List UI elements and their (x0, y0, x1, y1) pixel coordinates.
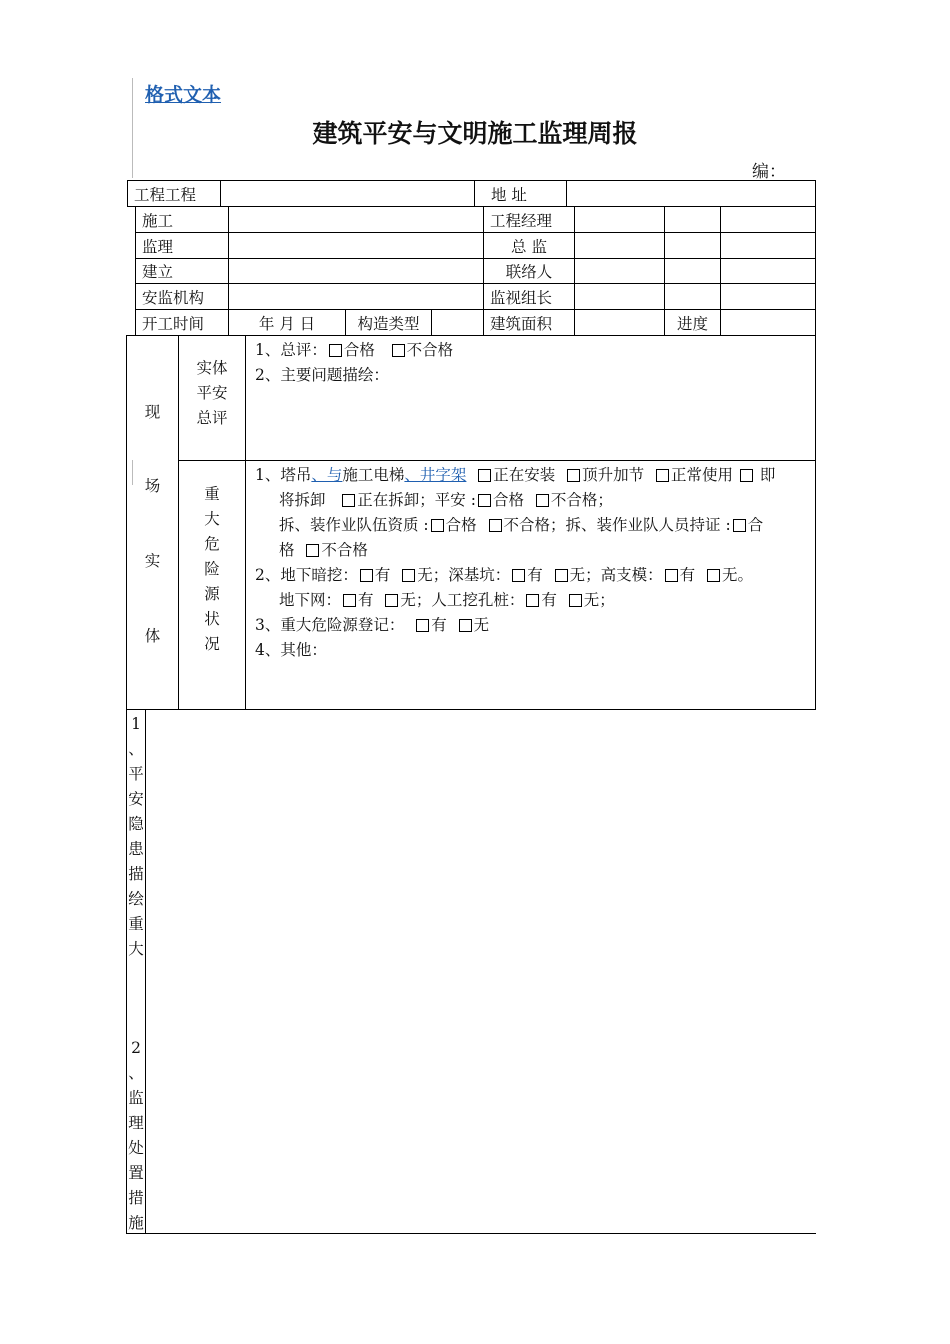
safety-agency-value[interactable] (228, 283, 484, 310)
construction-label: 施工 (135, 206, 229, 233)
owner-value[interactable] (228, 258, 484, 284)
start-time-label: 开工时间 (135, 309, 229, 336)
supervision-measures-column: 2 、 监 理 处 置 措 施 (128, 1039, 144, 1232)
supervisor-leader-extra-1[interactable] (664, 283, 721, 310)
lower-inner-border (145, 709, 146, 1234)
site-char-2: 场 (144, 477, 161, 495)
owner-label: 建立 (135, 258, 229, 284)
overall-line-2: 2、主要问题描绘： (255, 366, 389, 384)
overall-label-1: 实体 (196, 359, 228, 377)
chief-supervisor-extra-2[interactable] (720, 232, 816, 259)
contact-extra-1[interactable] (664, 258, 721, 284)
hazard-label-7: 况 (204, 635, 220, 653)
project-manager-label: 工程经理 (483, 206, 575, 233)
contact-value[interactable] (574, 258, 665, 284)
hazard-line-5: 2、地下暗挖： 有 无；深基坑： 有 无；高支模： 有 无。 (255, 566, 754, 584)
site-char-4: 体 (144, 627, 161, 645)
building-area-value[interactable] (574, 309, 665, 336)
hazard-line-2: 将拆卸 正在拆卸；平安 : 合格 不合格； (279, 491, 613, 509)
supervisor-leader-value[interactable] (574, 283, 665, 310)
hazard-label-6: 状 (204, 610, 220, 628)
serial-number-label: 编： (752, 162, 786, 182)
construction-value[interactable] (228, 206, 484, 233)
progress-label: 进度 (664, 309, 721, 336)
hazard-label-4: 险 (204, 560, 220, 578)
chief-supervisor-value[interactable] (574, 232, 665, 259)
overall-line-1: 1、总评： 合格 不合格 (255, 341, 454, 359)
hazard-line-3: 拆、装作业队伍资质 : 合格 不合格；拆、装作业队人员持证 : 合 (279, 516, 764, 534)
address-label: 地 址 (474, 180, 567, 207)
building-area-label: 建筑面积 (483, 309, 575, 336)
hazard-line-6: 地下网： 有 无；人工挖孔桩： 有 无； (279, 591, 615, 609)
supervision-label: 监理 (135, 232, 229, 259)
safety-agency-label: 安监机构 (135, 283, 229, 310)
lower-bottom-border (126, 1233, 816, 1234)
pass-checkbox[interactable] (329, 344, 342, 357)
project-manager-value[interactable] (574, 206, 665, 233)
progress-value[interactable] (720, 309, 816, 336)
chief-supervisor-label: 总 监 (483, 232, 575, 259)
contact-extra-2[interactable] (720, 258, 816, 284)
supervision-value[interactable] (228, 232, 484, 259)
hazard-label-2: 大 (204, 510, 220, 528)
project-value[interactable] (220, 180, 475, 207)
project-manager-extra-2[interactable] (720, 206, 816, 233)
site-char-3: 实 (144, 552, 161, 570)
contact-label: 联络人 (483, 258, 575, 284)
page-title: 建筑平安与文明施工监理周报 (312, 119, 638, 148)
site-side-column (126, 335, 179, 710)
hazard-line-4: 格 不合格 (279, 541, 368, 559)
project-manager-extra-1[interactable] (664, 206, 721, 233)
hazard-label-5: 源 (204, 585, 220, 603)
address-value[interactable] (566, 180, 816, 207)
site-char-1: 现 (144, 403, 161, 421)
hazard-line-7: 3、重大危险源登记： 有 无 (255, 616, 490, 634)
hazard-line-8: 4、其他： (255, 641, 327, 659)
format-text-link[interactable]: 格式文本 (145, 84, 222, 106)
hazard-label-1: 重 (204, 485, 220, 503)
overall-label-3: 总评 (196, 409, 228, 427)
supervisor-leader-label: 监视组长 (483, 283, 575, 310)
hazard-description-column: 1 、 平 安 隐 患 描 绘 重 大 (128, 715, 144, 958)
hazard-line-1: 1、塔吊、与施工电梯、井字架 正在安装 顶升加节 正常使用 即 (255, 466, 776, 484)
start-date-value[interactable]: 年 月 日 (228, 309, 346, 336)
overall-label-2: 平安 (196, 384, 228, 402)
fail-checkbox[interactable] (392, 344, 405, 357)
supervisor-leader-extra-2[interactable] (720, 283, 816, 310)
structure-type-value[interactable] (431, 309, 484, 336)
chief-supervisor-extra-1[interactable] (664, 232, 721, 259)
project-label: 工程工程 (127, 180, 221, 207)
structure-type-label: 构造类型 (345, 309, 432, 336)
hazard-label-3: 危 (204, 535, 220, 553)
